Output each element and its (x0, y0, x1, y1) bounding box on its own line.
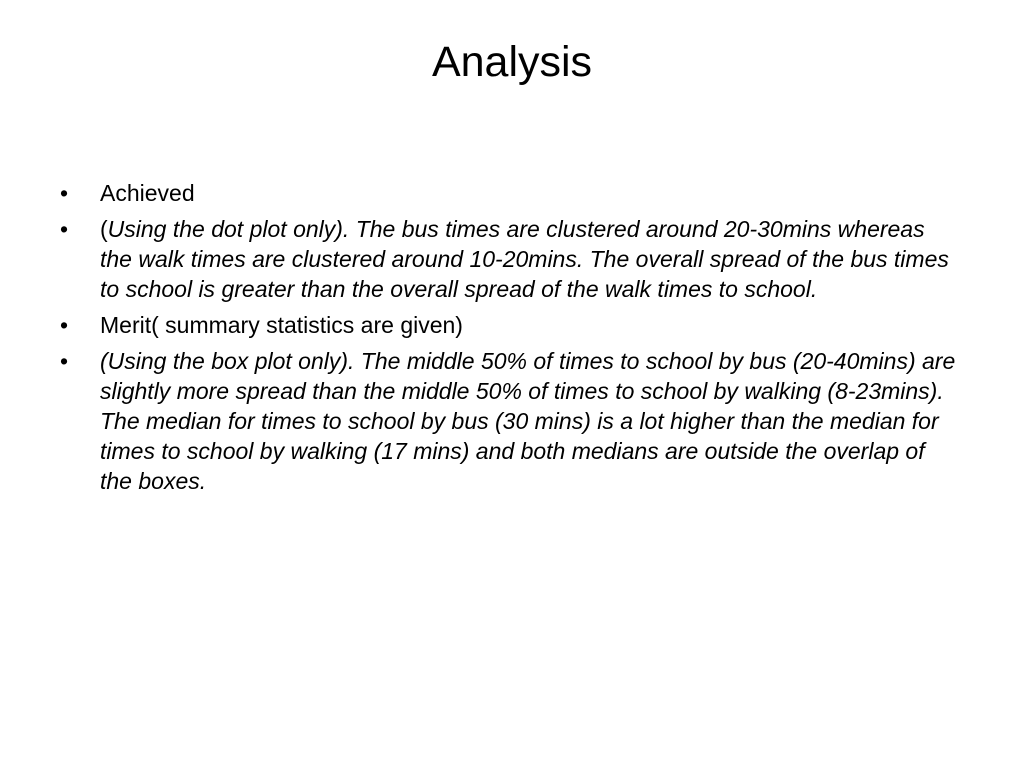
bullet-dot-icon: • (60, 216, 69, 242)
bullet-body: Using the dot plot only). The bus times are clustered around 20-30mins whereas the walk times are clustered around 10-20mins. The overall spread of the bus times to school is greater than the overall spread of the walk times to school. (100, 216, 949, 302)
bullet-achieved (60, 178, 960, 208)
bullet-dot-icon: • (60, 312, 69, 338)
bullet-box-plot-analysis (60, 346, 960, 496)
bullet-text: (Using the box plot only). The middle 50% of times to school by bus (20-40mins) are slightly more spread than the middle 50% of times to school by walking (8-23mins). The median for times to school by bus (30 mins) is a lot higher than the median for times to school by walking (17 mins) and both medians are outside the overlap of the boxes. (100, 348, 956, 494)
bullet-list (60, 178, 960, 502)
bullet-dot-plot-analysis (60, 214, 960, 304)
bullet-dot-icon: • (60, 180, 69, 206)
bullet-text (100, 216, 949, 302)
bullet-text: Achieved (100, 180, 195, 206)
bullet-lead: ( (100, 216, 108, 242)
slide-title: Analysis (431, 38, 593, 86)
bullet-text: Merit( summary statistics are given) (100, 312, 463, 338)
bullet-merit (60, 310, 960, 340)
bullet-dot-icon: • (60, 348, 69, 374)
